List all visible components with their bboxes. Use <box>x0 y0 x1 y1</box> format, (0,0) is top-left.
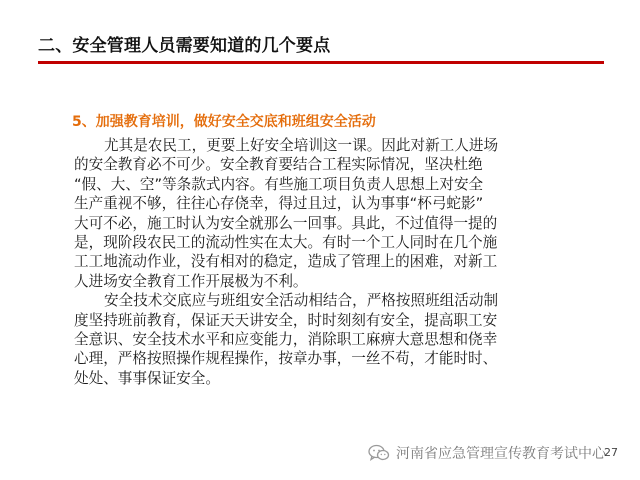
paragraph-1-line: 大可不必，施工时认为安全就那么一回事。具此，不过值得一提的 <box>74 214 498 232</box>
paragraph-1-line: “假、大、空”等条款式内容。有些施工项目负责人思想上对安全 <box>74 175 484 193</box>
paragraph-2-line: 心理，严格按照操作规程操作，按章办事，一丝不苟，才能时时、 <box>74 350 498 368</box>
paragraph-1-line: 人进场安全教育工作开展极为不利。 <box>74 272 308 290</box>
watermark <box>368 443 606 463</box>
paragraph-2-line: 度坚持班前教育，保证天天讲安全，时时刻刻有安全，提高职工安 <box>74 311 498 329</box>
paragraph-1-line: 尤其是农民工，更要上好安全培训这一课。因此对新工人进场 <box>104 137 499 154</box>
page-number: 27 <box>604 446 618 459</box>
paragraph-2-line: 安全技术交底应与班组安全活动相结合，严格按照班组活动制 <box>104 292 499 310</box>
section-heading: 5、加强教育培训，做好安全交底和班组安全活动 <box>72 114 376 130</box>
paragraph-2-line: 全意识、安全技术水平和应变能力，消除职工麻痹大意思想和侥幸 <box>74 330 498 348</box>
paragraph-1-line: 的安全教育必不可少。安全教育要结合工程实际情况，坚决杜绝 <box>74 156 483 174</box>
title-underline <box>38 61 604 64</box>
paragraph-1-line: 工工地流动作业，没有相对的稳定，造成了管理上的困难，对新工 <box>74 253 498 271</box>
paragraph-2-line: 处处、事事保证安全。 <box>74 369 220 387</box>
paragraph-1-line: 生产重视不够，往往心存侥幸，得过且过，认为事事“杯弓蛇影” <box>74 195 484 213</box>
slide-title: 二、安全管理人员需要知道的几个要点 <box>38 36 331 56</box>
wechat-icon <box>368 444 390 462</box>
watermark-text: 河南省应急管理宣传教育考试中心 <box>396 446 606 462</box>
paragraph-1-line: 是，现阶段农民工的流动性实在太大。有时一个工人同时在几个施 <box>74 233 498 251</box>
body-text <box>74 136 604 388</box>
